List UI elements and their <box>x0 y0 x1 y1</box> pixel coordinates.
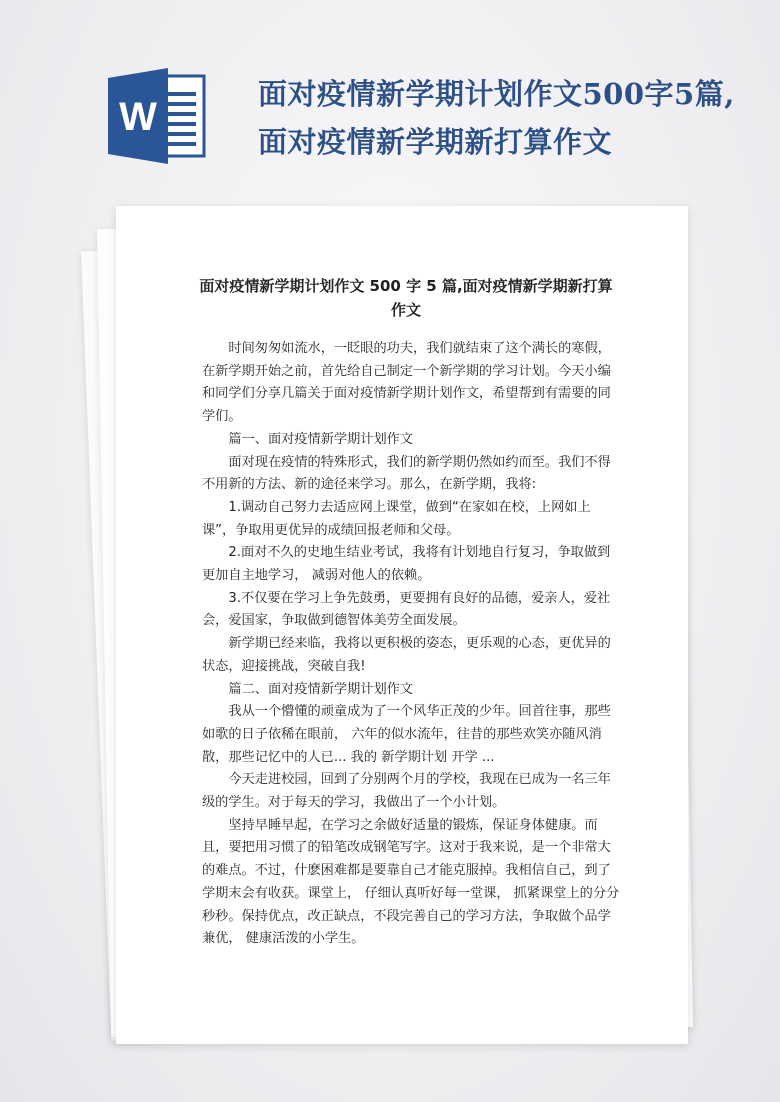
paragraph: 1.调动自己努力去适应网上课堂，做到“在家如在校，上网如上课”，争取用更优异的成绩回报老师和父母。 <box>202 499 591 538</box>
document-body <box>202 338 620 951</box>
paragraph: 新学期已经来临，我将以更积极的姿态，更乐观的心态，更优异的状态，迎接挑战，突破自我! <box>202 636 611 674</box>
paragraph: 2.面对不久的史地生结业考试，我将有计划地自行复习，争取做到更加自主地学习， 减弱对他人的依赖。 <box>202 545 611 584</box>
paragraph: 3.不仅要在学习上争先鼓勇，更要拥有良好的品德，爱亲人，爱社会，爱国家，争取做到德智体美劳全面发展。 <box>202 590 611 629</box>
section-heading: 篇二、面对疫情新学期计划作文 <box>228 681 414 697</box>
paragraph: 面对现在疫情的特殊形式，我们的新学期仍然如约而至。我们不得不用新的方法、新的途径来学习。那么，在新学期，我将: <box>202 454 611 493</box>
paragraph: 时间匆匆如流水，一眨眼的功夫，我们就结束了这个满长的寒假，在新学期开始之前，首先给自己制定一个新学期的学习计划。今天小编和同学们分享几篇关于面对疫情新学期计划作文，希望帮到有需要的同学们。 <box>202 341 611 425</box>
word-icon-letter: W <box>119 95 157 139</box>
paragraph: 坚持早睡早起，在学习之余做好适量的锻炼，保证身体健康。而且，要把用习惯了的铅笔改成钢笔写字。这对于我来说，是一个非常大的难点。不过，什麽困难都是要靠自己才能克服掉。我相信自己，到了学期末会有收获。课堂上， 仔细认真听好每一堂课， 抓紧课堂上的分分秒秒。保持优点，改正缺点，不段完善自己的学习方法，争取做个品学兼优， 健康活泼的小学生。 <box>202 817 620 947</box>
word-document-icon <box>108 68 208 164</box>
paragraph: 今天走进校园，回到了分别两个月的学校，我现在已成为一名三年级的学生。对于每天的学习，我做出了一个小计划。 <box>202 772 611 811</box>
paragraph: 我从一个懵懂的顽童成为了一个风华正茂的少年。回首往事，那些如歌的日子依稀在眼前， 六年的似水流年，往昔的那些欢笑亦随风消散，那些记忆中的人已... 我的 新学期计划 开学 ... <box>202 704 611 765</box>
document-title: 面对疫情新学期计划作文 500 字 5 篇,面对疫情新学期新打算作文 <box>199 277 613 319</box>
page-title: 面对疫情新学期计划作文500字5篇,面对疫情新学期新打算作文 <box>258 77 735 159</box>
section-heading: 篇一、面对疫情新学期计划作文 <box>228 431 414 447</box>
